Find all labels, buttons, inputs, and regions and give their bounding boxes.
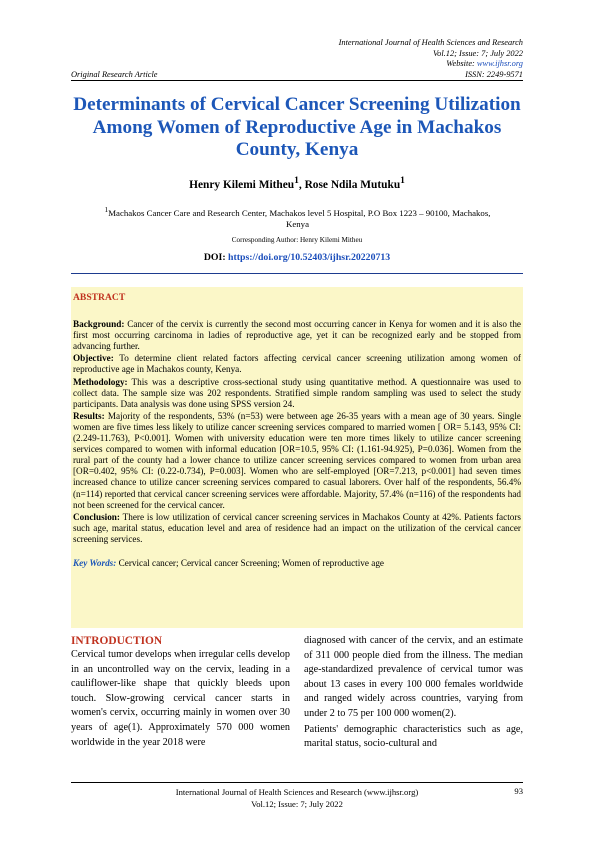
doi-divider [71, 273, 523, 274]
keywords-text: Cervical cancer; Cervical cancer Screening; Women of reproductive age [116, 557, 385, 568]
affiliation [100, 204, 495, 230]
doi-link[interactable]: https://doi.org/10.52403/ijhsr.20220713 [228, 252, 391, 263]
keywords-label: Key Words: [73, 557, 117, 568]
footer-volume: Vol.12; Issue: 7; July 2022 [251, 799, 343, 810]
body-columns [71, 634, 523, 752]
article-title: Determinants of Cervical Cancer Screening Utilization Among Women of Reproductive Age in Machakos County, Kenya [73, 94, 521, 160]
abstract-objective [73, 353, 521, 375]
page-footer [71, 786, 523, 811]
author-affiliation-mark: 1 [294, 176, 299, 186]
abstract-results [73, 411, 521, 511]
conclusion-text: There is low utilization of cervical cancer screening services in Machakos County at 42%. Patients factors such age, marital status, education level and area of residence had an impact on the utilization of the cervical cancer screening services. [73, 511, 521, 544]
body-column-left [71, 634, 290, 752]
footer-divider [71, 782, 523, 783]
abstract-conclusion [73, 512, 521, 545]
body-paragraph: Cervical tumor develops when irregular cells develop in an uncontrolled way on the cervix, leading in a cauliflower-like shape that quickly bleeds upon touch. Slow-growing cervical cancer starts in women's cervix, occurring mainly in women over 30 years of age(1). Approximately 570 000 women worldwide in the year 2018 were [71, 649, 290, 748]
affiliation-mark: 1 [104, 205, 109, 214]
website-link[interactable]: www.ijhsr.org [476, 59, 523, 69]
methodology-label: Methodology: [73, 376, 128, 387]
doi-line [71, 252, 523, 263]
introduction-heading: INTRODUCTION [71, 635, 163, 647]
website-label: Website: [446, 59, 477, 69]
background-text: Cancer of the cervix is currently the second most occurring cancer in Kenya for women and it is also the first most occurring carcinoma in ladies of reproductive age, yet it can be recognized early and be stopped from advancing further. [73, 319, 521, 352]
journal-header [339, 38, 523, 80]
footer-journal: International Journal of Health Sciences and Research (www.ijhsr.org) [175, 787, 419, 797]
author-name: Rose Ndila Mutuku [304, 178, 401, 191]
author-affiliation-mark: 1 [400, 176, 405, 186]
abstract-heading: ABSTRACT [73, 292, 126, 303]
methodology-text: This was a descriptive cross-sectional study using quantitative method. A questionnaire was used to collect data. The sample size was 202 respondents. Stratified simple random sampling was used to select the study participants. Data analysis was done using SPSS version 24. [73, 376, 521, 409]
doi-label: DOI: [203, 252, 229, 263]
author-name: Henry Kilemi Mitheu [189, 178, 295, 191]
background-label: Background: [73, 319, 125, 330]
page-number: 93 [514, 786, 523, 796]
body-paragraph: Patients' demographic characteristics such as age, marital status, socio-cultural and [304, 723, 523, 750]
results-label: Results: [73, 410, 105, 421]
journal-website [339, 59, 523, 70]
journal-issn: ISSN: 2249-9571 [465, 69, 523, 79]
article-type: Original Research Article [71, 70, 158, 79]
conclusion-label: Conclusion: [73, 511, 120, 522]
abstract-keywords [73, 558, 521, 569]
objective-text: To determine client related factors affecting cervical cancer screening utilization among women of reproductive age in Machakos county, Kenya. [73, 353, 521, 375]
results-text: Majority of the respondents, 53% (n=53) were between age 26-35 years with a mean age of 30 years. Single women are five times less likely to utilize cancer screening services compared to married women [ OR= 5.143, 95% CI: (2.249-11.763), P<0.001]. Women with university education were ten more times likely to utilize cancer screening services compared to women with informal education [OR=10.5, 95% CI: (1.161-94.925), P=0.036]. Women from the rural part of the county had a lower chance to utilize cancer screening services compared to women from urban area [OR=0.402, 95% CI: (0.22-0.734), P=0.003]. Women who are self-employed [OR=7.213, p<0.001] had seven times increased chance to utilize cancer screening services compared to casual laborers. Over half of the respondents, 56.4% (n=114) reported that cervical cancer screening services were affordable. Majority, 57.4% (n=116) of the respondents had not been screened for the cervical cancer. [73, 410, 521, 510]
objective-label: Objective: [73, 353, 114, 364]
author-list [71, 176, 523, 191]
abstract-background [73, 319, 521, 352]
body-column-right [304, 634, 523, 752]
author-separator: , [298, 178, 305, 191]
journal-name: International Journal of Health Sciences and Research [338, 38, 523, 47]
corresponding-author: Corresponding Author: Henry Kilemi Mitheu [231, 236, 363, 244]
journal-volume-issue: Vol.12; Issue: 7; July 2022 [432, 48, 523, 58]
header-divider [71, 80, 523, 81]
abstract-box [71, 287, 523, 628]
affiliation-text: Machakos Cancer Care and Research Center, Machakos level 5 Hospital, P.O Box 1223 – 90100, Machakos, Kenya [108, 207, 491, 229]
abstract-methodology [73, 377, 521, 410]
body-paragraph: diagnosed with cancer of the cervix, and an estimate of 311 000 people died from the illness. The median age-standardized prevalence of cervical tumor was about 13 cases in every 100 000 females worldwide and ranged widely across countries, varying from under 2 to 75 per 100 000 women(2). [304, 635, 523, 719]
